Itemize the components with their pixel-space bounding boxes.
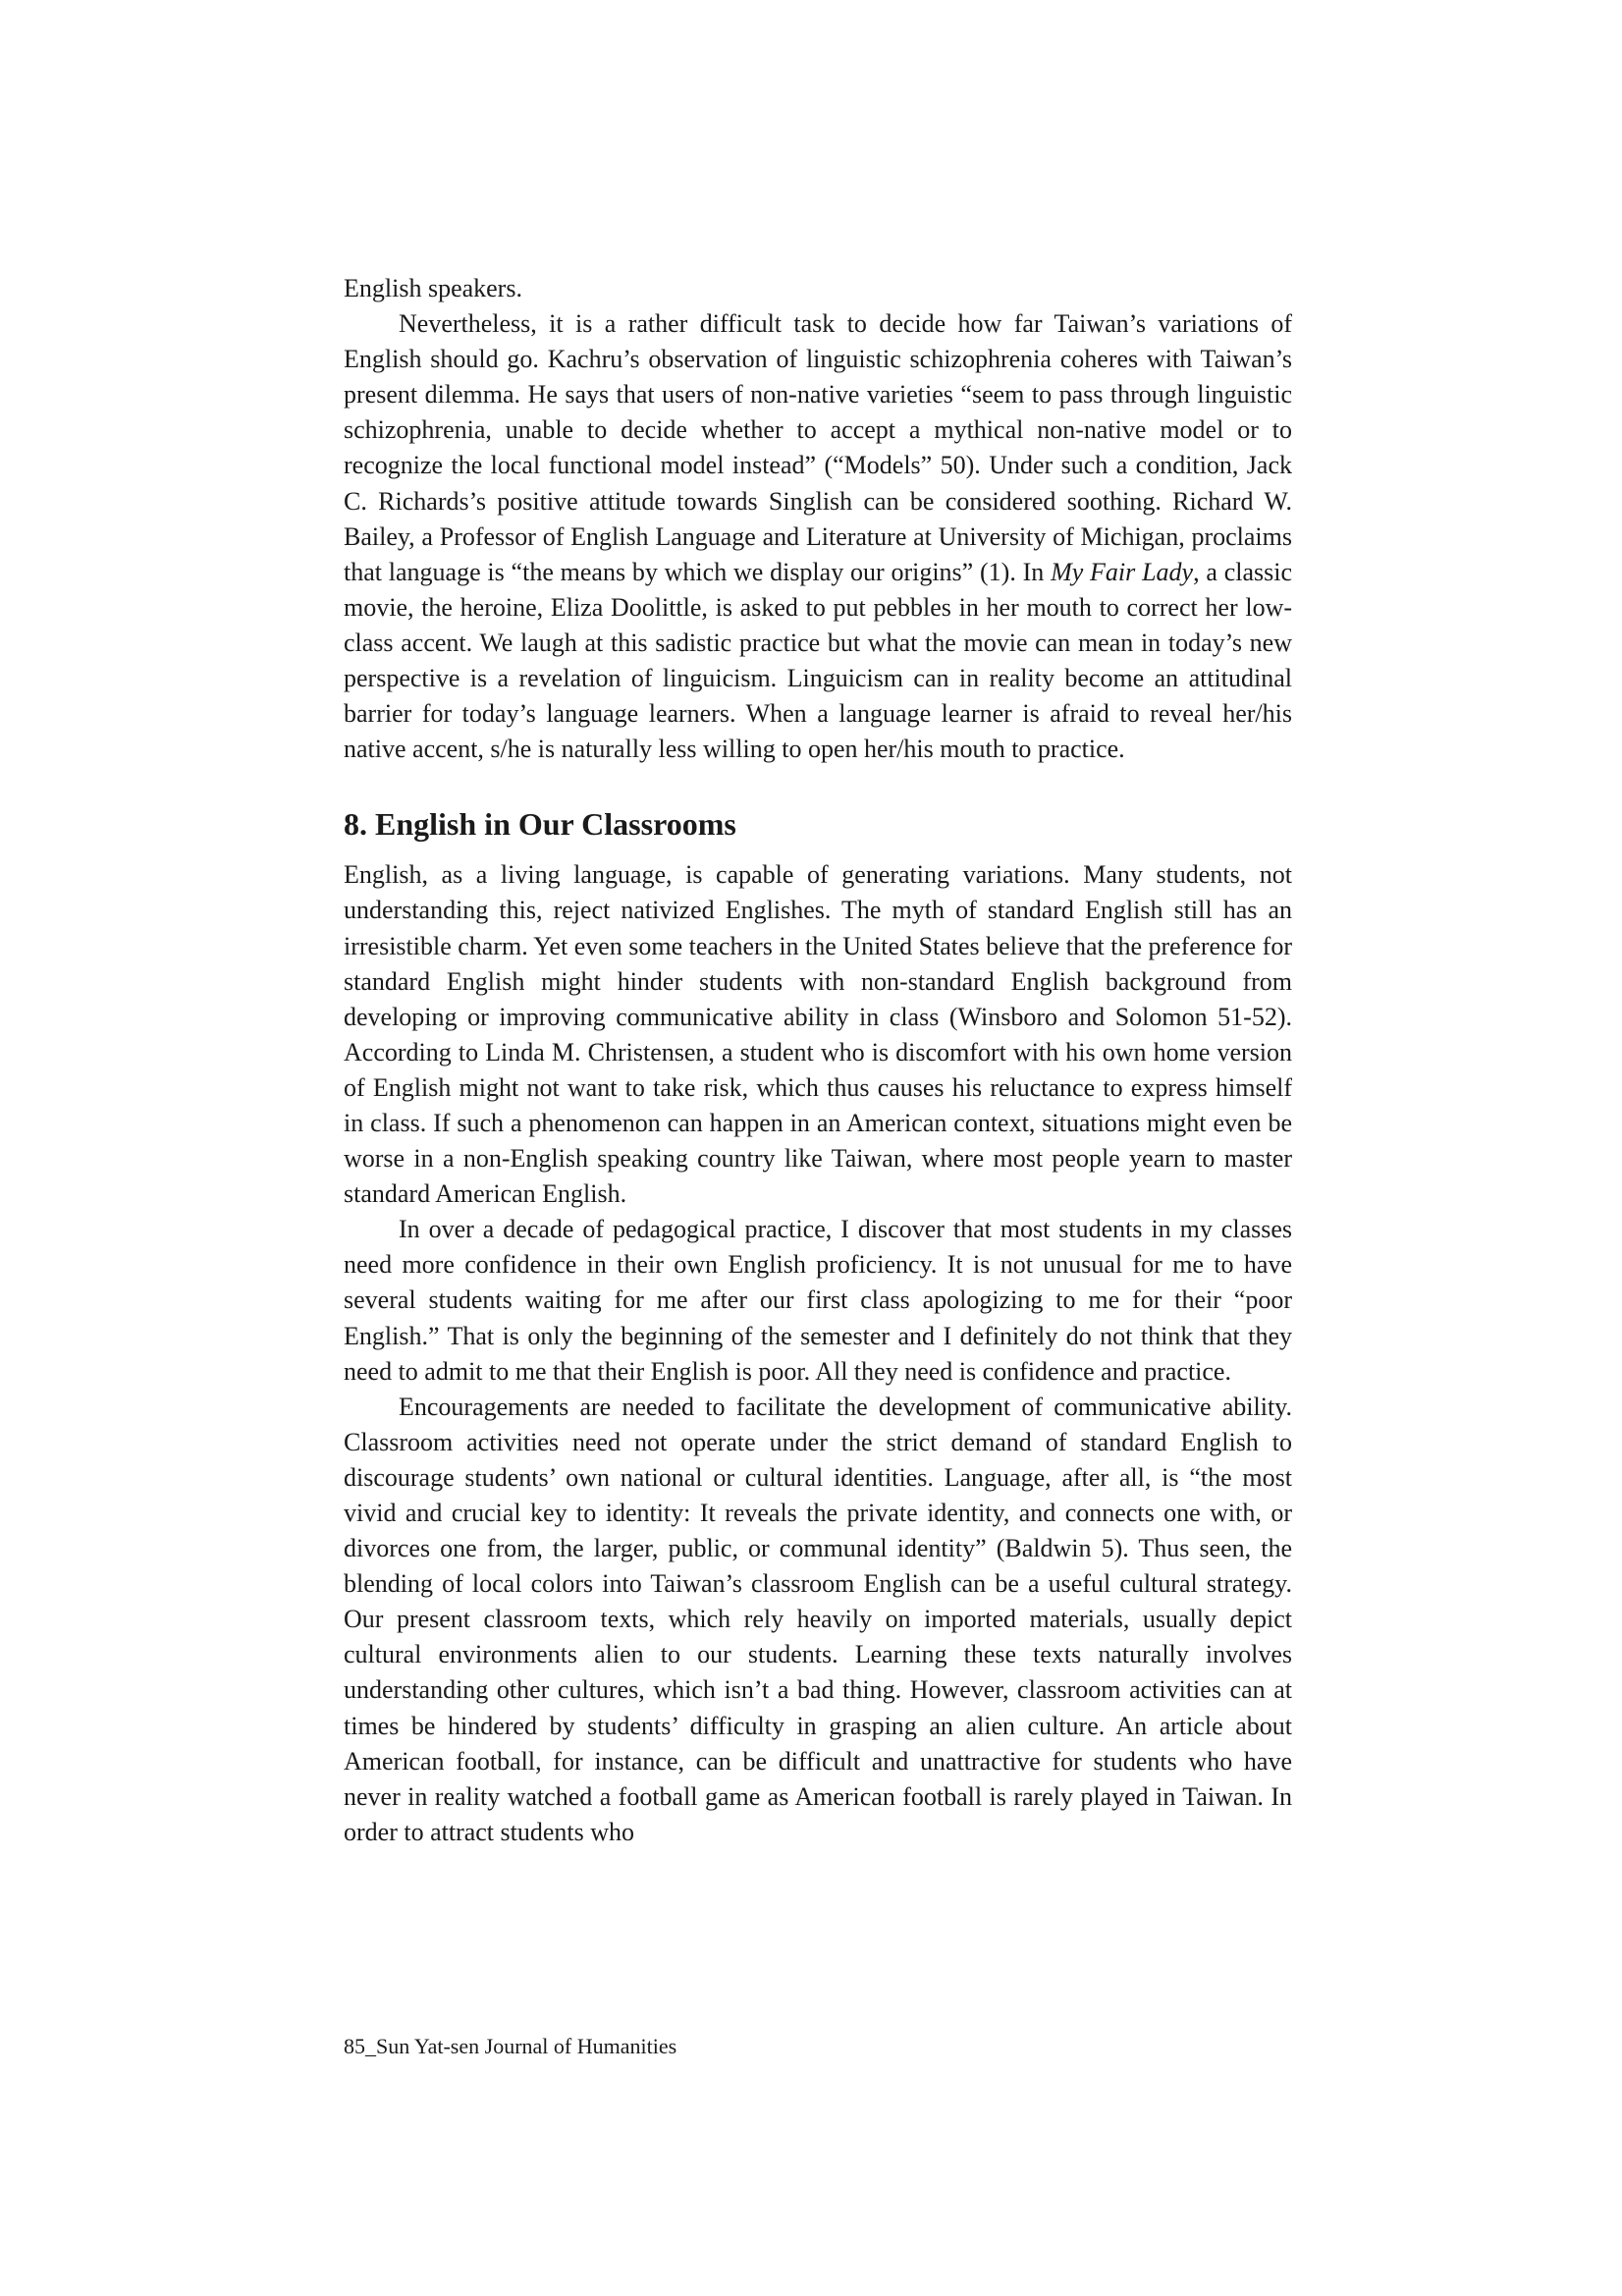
section-heading: 8. English in Our Classrooms [344, 806, 736, 843]
film-title: My Fair Lady [1051, 557, 1194, 586]
paragraph-living-language: English, as a living language, is capable of generating variations. Many students, not understanding this, reject nativized Englishes. The myth of standard English still has an irresistible charm. Yet even some teachers in the United States believe that the preference for standard English might hinder students with non-standard English background from developing or improving communicative ability in class (Winsboro and Solomon 51-52). According to Linda M. Christensen, a student who is discomfort with his own home version of English might not want to take risk, which thus causes his reluctance to express himself in class. If such a phenomenon can happen in an American context, situations might even be worse in a non-English speaking country like Taiwan, where most people yearn to master standard American English. [344, 860, 1292, 1209]
paragraph-continuation: English speakers. [344, 274, 522, 302]
page-footer: 85_Sun Yat-sen Journal of Humanities [344, 2034, 677, 2058]
paragraph-pedagogical-practice: In over a decade of pedagogical practice, I discover that most students in my classes need more confidence in their own English proficiency. It is not unusual for me to have several students waiting for me after our first class apologizing to me for their “poor English.” That is only the beginning of the semester and I definitely do not think that they need to admit to me that their English is poor. All they need is confidence and practice. [344, 1215, 1292, 1386]
paragraph-text: Nevertheless, it is a rather difficult task to decide how far Taiwan’s variations of English should go. Kachru’s observation of linguistic schizophrenia coheres with Taiwan’s present dilemma. He says that users of non-native varieties “seem to pass through linguistic schizophrenia, unable to decide whether to accept a mythical non-native model or to recognize the local functional model instead” (“Models” 50). Under such a condition, Jack C. Richards’s positive attitude towards Singlish can be considered soothing. Richard W. Bailey, a Professor of English Language and Literature at University of Michigan, proclaims that language is “the means by which we display our origins” (1). In [344, 309, 1292, 586]
page-body [344, 271, 1292, 1850]
paragraph-linguistic-schizophrenia [344, 306, 1292, 767]
paragraph-text-end: , a classic movie, the heroine, Eliza Doolittle, is asked to put pebbles in her mouth to correct her low-class accent. We laugh at this sadistic practice but what the movie can mean in today’s new perspective is a revelation of linguicism. Linguicism can in reality become an attitudinal barrier for today’s language learners. When a language learner is afraid to reveal her/his native accent, s/he is naturally less willing to open her/his mouth to practice. [344, 557, 1293, 764]
paragraph-encouragements: Encouragements are needed to facilitate the development of communicative ability. Classroom activities need not operate under the strict demand of standard English to discourage students’ own national or cultural identities. Language, after all, is “the most vivid and crucial key to identity: It reveals the private identity, and connects one with, or divorces one from, the larger, public, or communal identity” (Baldwin 5). Thus seen, the blending of local colors into Taiwan’s classroom English can be a useful cultural strategy. Our present classroom texts, which rely heavily on imported materials, usually depict cultural environments alien to our students. Learning these texts naturally involves understanding other cultures, which isn’t a bad thing. However, classroom activities can at times be hindered by students’ difficulty in grasping an alien culture. An article about American football, for instance, can be difficult and unattractive for students who have never in reality watched a football game as American football is rarely played in Taiwan. In order to attract students who [344, 1392, 1292, 1846]
